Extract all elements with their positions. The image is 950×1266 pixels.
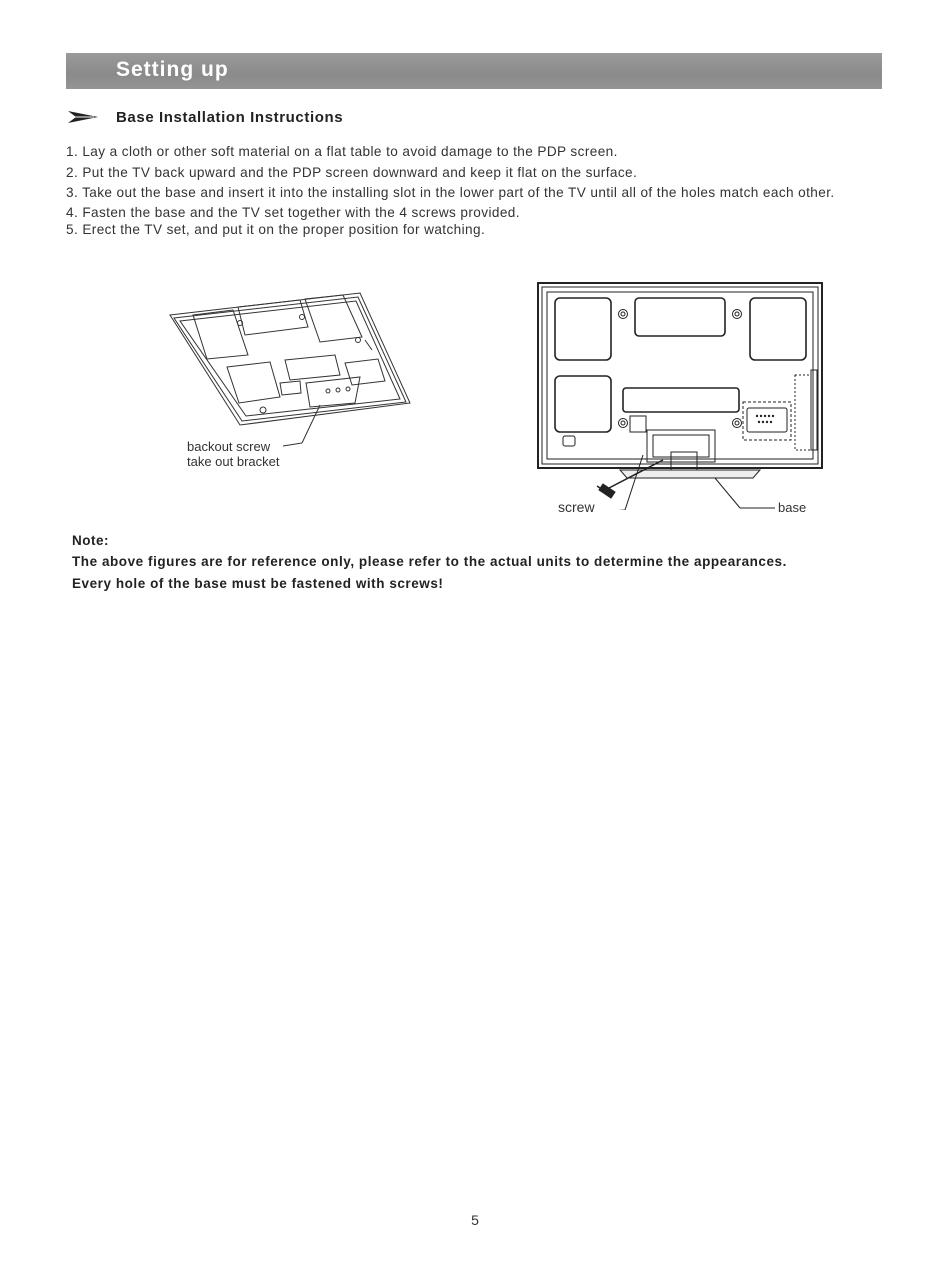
note-block xyxy=(72,530,787,594)
section-heading xyxy=(68,106,343,128)
list-item: 1. Lay a cloth or other soft material on a flat table to avoid damage to the PDP screen. xyxy=(66,144,618,159)
tv-back-perspective-figure xyxy=(160,285,420,455)
note-line: Every hole of the base must be fastened with screws! xyxy=(72,575,444,591)
list-item: 5. Erect the TV set, and put it on the proper position for watching. xyxy=(66,221,486,237)
backout-screw-label: backout screw xyxy=(187,439,271,454)
screw-label: screw xyxy=(558,499,595,515)
list-item: 2. Put the TV back upward and the PDP screen downward and keep it flat on the surface. xyxy=(66,164,638,180)
list-item: 3. Take out the base and insert it into the installing slot in the lower part of the TV until all of the holes match each other. xyxy=(66,185,835,200)
arrow-right-icon xyxy=(68,110,98,124)
note-title: Note: xyxy=(72,533,109,548)
page-title: Setting up xyxy=(116,58,229,81)
take-out-bracket-label: take out bracket xyxy=(187,454,280,469)
section-title: Base Installation Instructions xyxy=(116,108,344,126)
base-label: base xyxy=(778,500,807,515)
page-number: 5 xyxy=(471,1212,479,1228)
list-item: 4. Fasten the base and the TV set together with the 4 screws provided. xyxy=(66,204,520,220)
note-line: The above figures are for reference only, please refer to the actual units to determine the appearances. xyxy=(72,554,787,569)
section-banner xyxy=(66,53,882,89)
instruction-list xyxy=(66,142,835,238)
tv-back-frontal-figure xyxy=(535,280,830,510)
